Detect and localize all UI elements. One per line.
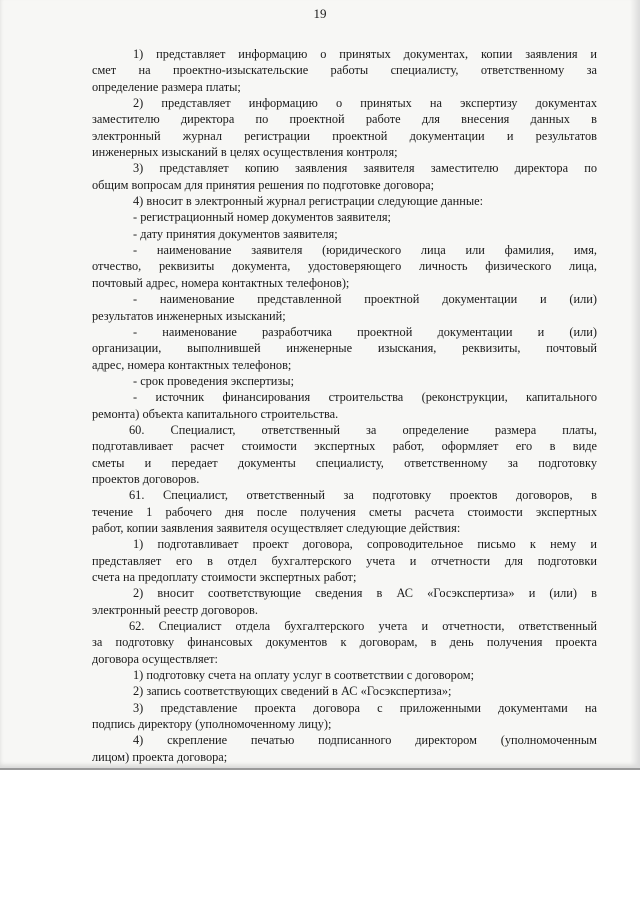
text-line: 2) запись соответствующих сведений в АС «Госэкспертиза»; bbox=[133, 684, 452, 699]
text-line: общим вопросам для принятия решения по подготовке договора; bbox=[92, 177, 435, 192]
text-line: смет на проектно-изыскательские работы специалисту, ответственному за bbox=[92, 63, 597, 78]
text-line: почтовый адрес, номера контактных телефонов); bbox=[92, 275, 350, 290]
text-line: - регистрационный номер документов заявителя; bbox=[133, 210, 391, 225]
text-line: договора осуществляет: bbox=[92, 651, 218, 666]
text-line: 2) представляет информацию о принятых на экспертизу документах bbox=[133, 96, 597, 111]
text-line: результатов инженерных изысканий; bbox=[92, 308, 286, 323]
text-line: подготавливает расчет стоимости экспертных работ, оформляет его в виде bbox=[92, 439, 597, 454]
text-line: 3) представление проекта договора с приложенными документами на bbox=[133, 700, 597, 715]
text-line: 1) представляет информацию о принятых документах, копии заявления и bbox=[133, 47, 597, 61]
text-line: - наименование разработчика проектной документации и (или) bbox=[133, 324, 597, 339]
text-line: - источник финансирования строительства (реконструкции, капитального bbox=[133, 390, 597, 405]
page-number: 19 bbox=[313, 6, 327, 21]
text-line: 4) вносит в электронный журнал регистрации следующие данные: bbox=[133, 194, 484, 209]
text-line: течение 1 рабочего дня после получения сметы расчета стоимости экспертных bbox=[92, 504, 597, 519]
text-line: 3) представляет копию заявления заявителя заместителю директора по bbox=[133, 161, 597, 176]
text-line: ремонта) объекта капитального строительства. bbox=[92, 406, 339, 421]
text-line: - наименование заявителя (юридического лица или фамилия, имя, bbox=[133, 243, 597, 258]
text-line: определение размера платы; bbox=[92, 79, 241, 94]
text-line: отчество, реквизиты документа, удостоверяющего личность физического лица, bbox=[92, 259, 597, 274]
text-line: за подготовку финансовых документов к договорам, в день получения проекта bbox=[92, 635, 597, 650]
text-line: представляет его в отдел бухгалтерского учета и отчетности для подготовки bbox=[92, 553, 597, 568]
text-line: электронный реестр договоров. bbox=[92, 602, 258, 617]
text-line: - дату принятия документов заявителя; bbox=[133, 226, 338, 241]
text-line: работ, копии заявления заявителя осуществляет следующие действия: bbox=[92, 520, 461, 535]
text-line: 62. Специалист отдела бухгалтерского учета и отчетности, ответственный bbox=[129, 619, 597, 634]
text-line: 1) подготовку счета на оплату услуг в соответствии с договором; bbox=[133, 668, 475, 683]
text-line: проектов договоров. bbox=[92, 471, 200, 486]
text-line: 2) вносит соответствующие сведения в АС «Госэкспертиза» и (или) в bbox=[133, 586, 597, 601]
text-line: лицом) проекта договора; bbox=[92, 749, 228, 764]
text-line: электронный журнал регистрации проектной документации и результатов bbox=[92, 128, 597, 143]
text-line: 4) скрепление печатью подписанного директором (уполномоченным bbox=[133, 733, 597, 748]
text-line: 1) подготавливает проект договора, сопроводительное письмо к нему и bbox=[133, 537, 597, 552]
text-line: инженерных изысканий в целях осуществления контроля; bbox=[92, 145, 398, 160]
text-line: - наименование представленной проектной документации и (или) bbox=[133, 292, 597, 307]
document-body bbox=[92, 46, 597, 765]
text-line: - срок проведения экспертизы; bbox=[133, 373, 295, 388]
text-line: адрес, номера контактных телефонов; bbox=[92, 357, 292, 372]
text-line: сметы и передает документы специалисту, ответственному за подготовку bbox=[92, 455, 597, 470]
text-line: счета на предоплату стоимости экспертных работ; bbox=[92, 570, 357, 584]
text-line: 61. Специалист, ответственный за подготовку проектов договоров, в bbox=[129, 488, 597, 503]
text-line: 60. Специалист, ответственный за определение размера платы, bbox=[129, 422, 597, 437]
text-line: заместителю директора по проектной работе для внесения данных в bbox=[92, 112, 597, 127]
text-line: организации, выполнившей инженерные изыскания, реквизиты, почтовый bbox=[92, 341, 597, 356]
text-line: подпись директору (уполномоченному лицу); bbox=[92, 717, 332, 732]
